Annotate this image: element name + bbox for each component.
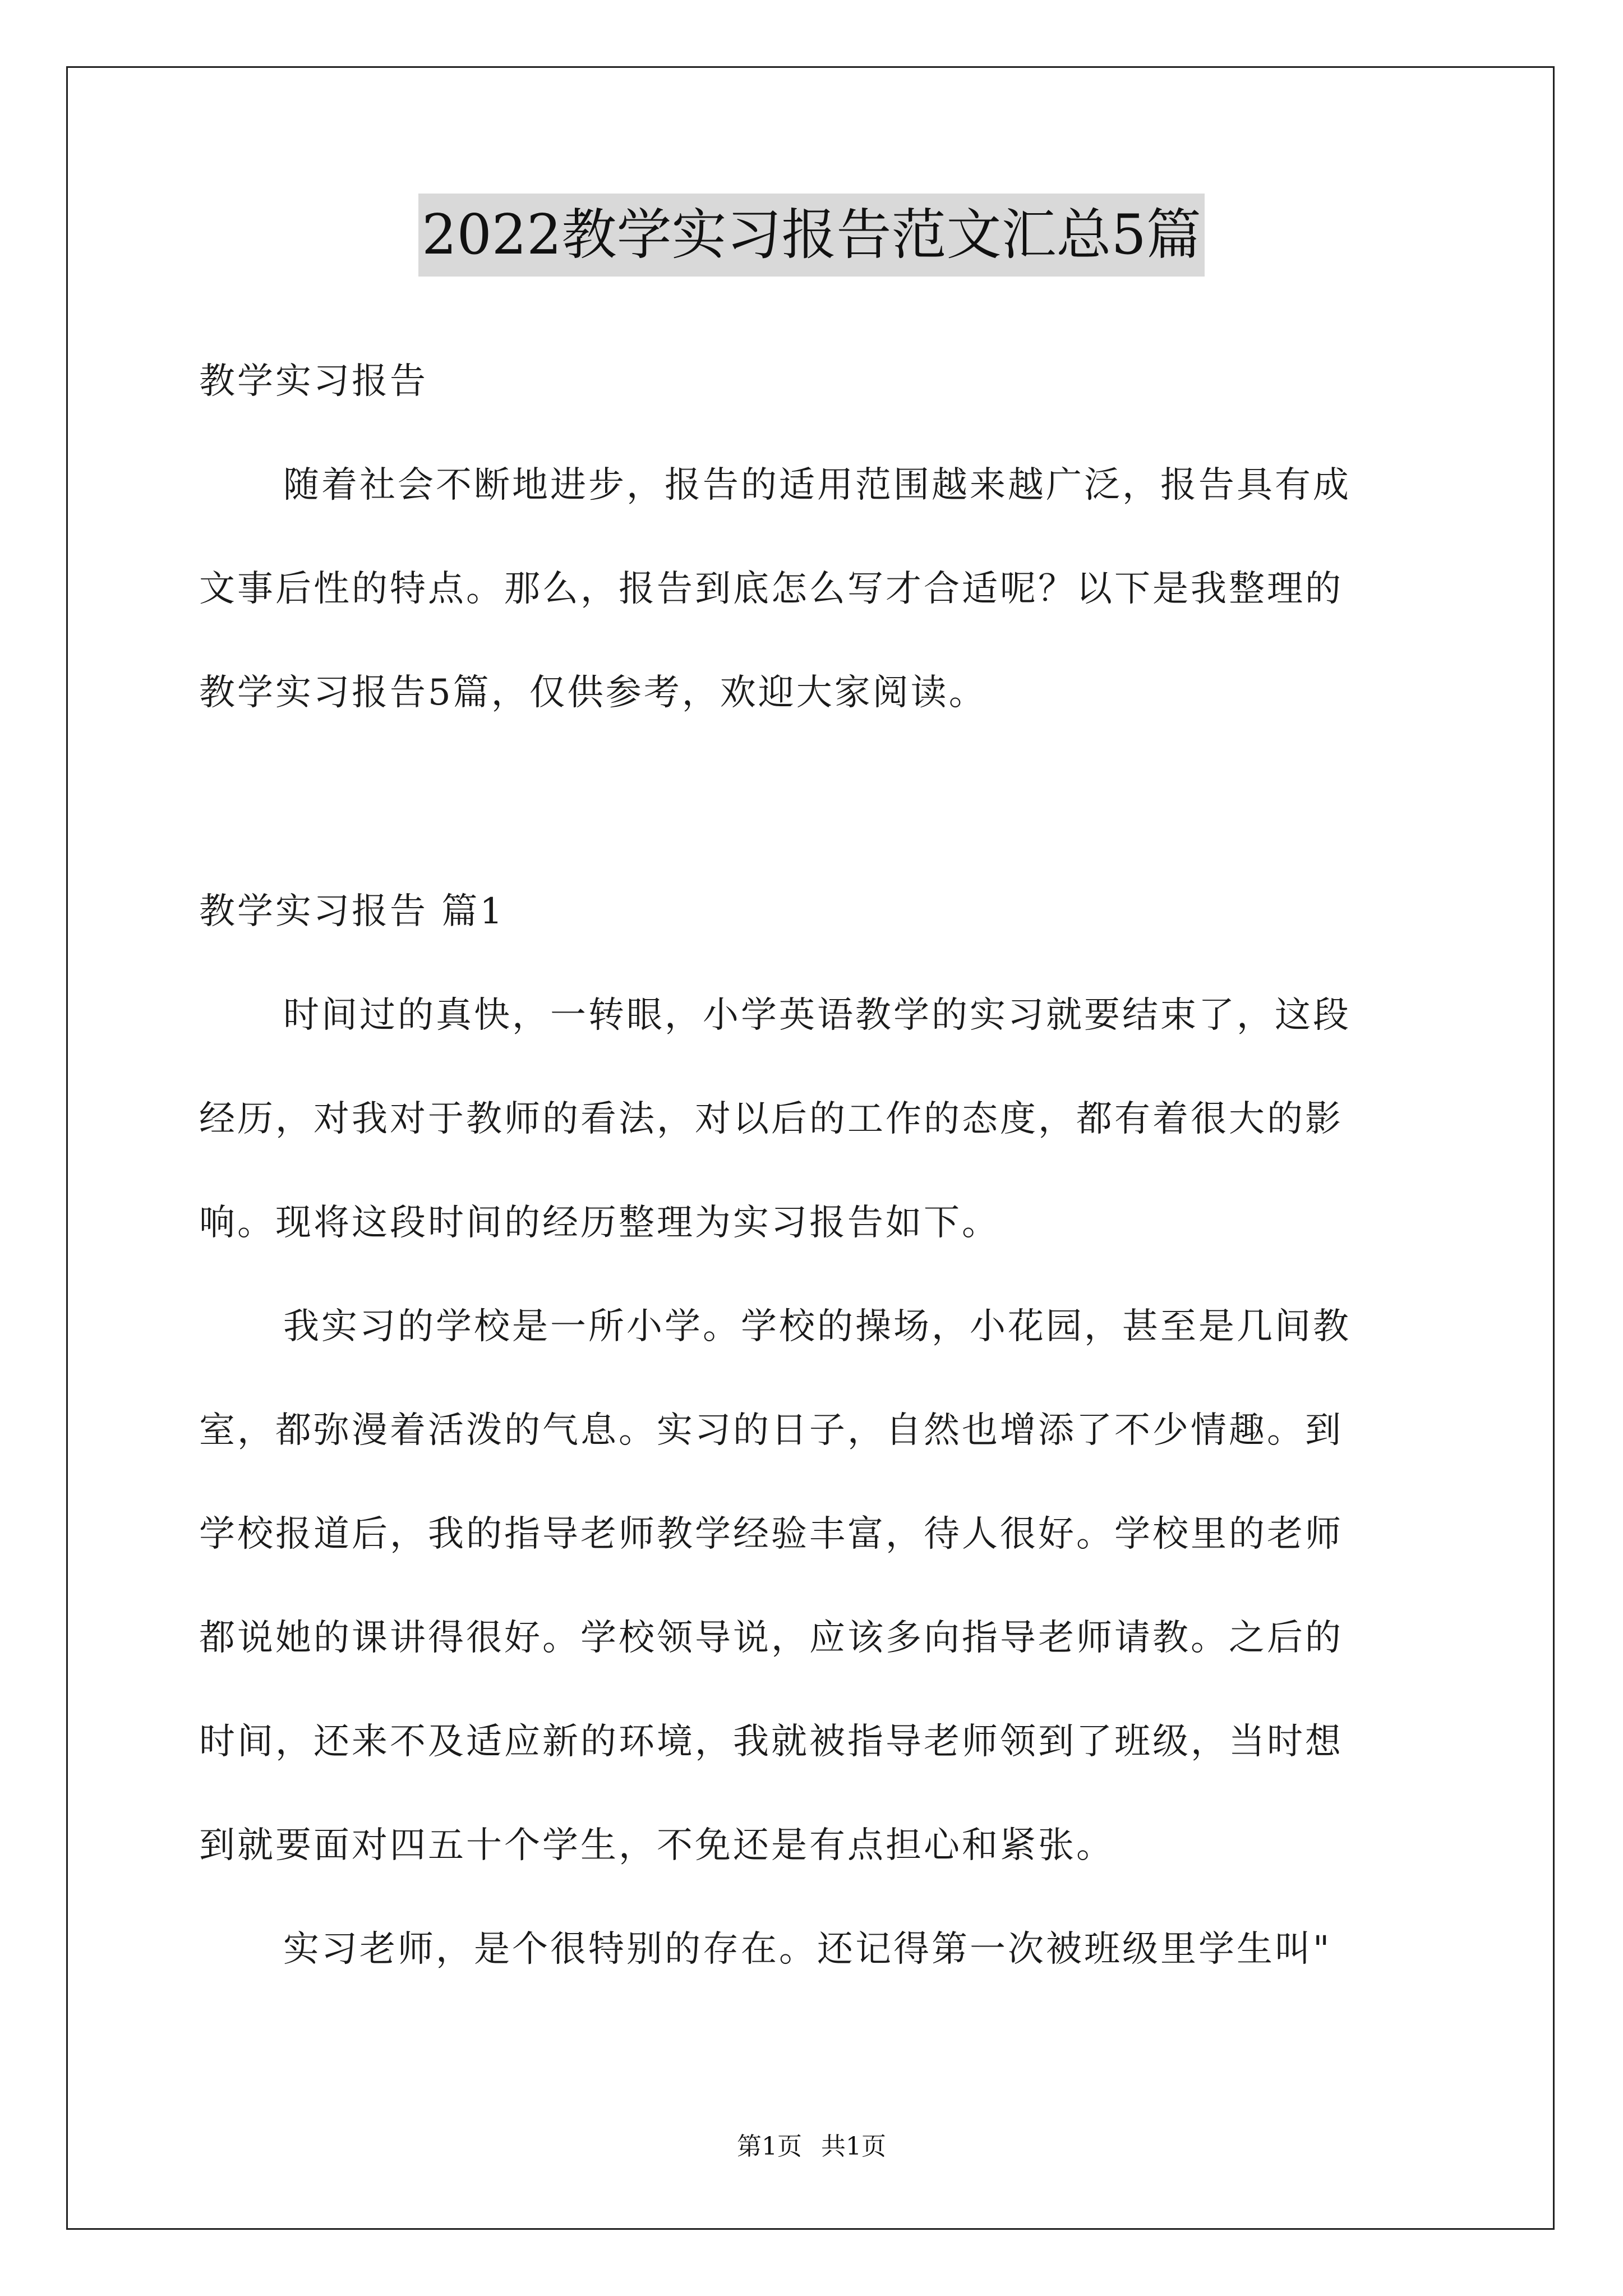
paragraph-line: 响。现将这段时间的经历整理为实习报告如下。 xyxy=(199,1202,1000,1244)
title-wrap xyxy=(0,194,1623,277)
page-number: 第1页 xyxy=(737,2132,802,2161)
paragraph-line: 学校报道后，我的指导老师教学经验丰富，待人很好。学校里的老师 xyxy=(199,1513,1343,1555)
paragraph-line: 到就要面对四五十个学生，不免还是有点担心和紧张。 xyxy=(199,1825,1114,1866)
document-title: 2022教学实习报告范文汇总5篇 xyxy=(418,194,1205,277)
paragraph-line: 时间过的真快，一转眼，小学英语教学的实习就要结束了，这段 xyxy=(283,995,1351,1036)
section-heading: 教学实习报告 篇1 xyxy=(199,891,505,932)
paragraph-line: 我实习的学校是一所小学。学校的操场，小花园，甚至是几间教 xyxy=(283,1306,1351,1347)
page-total: 共1页 xyxy=(821,2132,886,2161)
paragraph-line: 时间，还来不及适应新的环境，我就被指导老师领到了班级，当时想 xyxy=(199,1721,1343,1763)
paragraph-line: 都说她的课讲得很好。学校领导说，应该多向指导老师请教。之后的 xyxy=(199,1617,1343,1659)
paragraph-line: 文事后性的特点。那么，报告到底怎么写才合适呢？以下是我整理的 xyxy=(199,568,1343,610)
section-heading: 教学实习报告 xyxy=(199,361,428,402)
page-footer xyxy=(0,2130,1623,2164)
paragraph-line: 教学实习报告5篇，仅供参考，欢迎大家阅读。 xyxy=(199,672,987,714)
paragraph-line: 实习老师，是个很特别的存在。还记得第一次被班级里学生叫" xyxy=(283,1929,1332,1970)
paragraph-line: 室，都弥漫着活泼的气息。实习的日子，自然也增添了不少情趣。到 xyxy=(199,1410,1343,1451)
paragraph-line: 随着社会不断地进步，报告的适用范围越来越广泛，报告具有成 xyxy=(283,464,1351,506)
paragraph-line: 经历，对我对于教师的看法，对以后的工作的态度，都有着很大的影 xyxy=(199,1098,1343,1140)
